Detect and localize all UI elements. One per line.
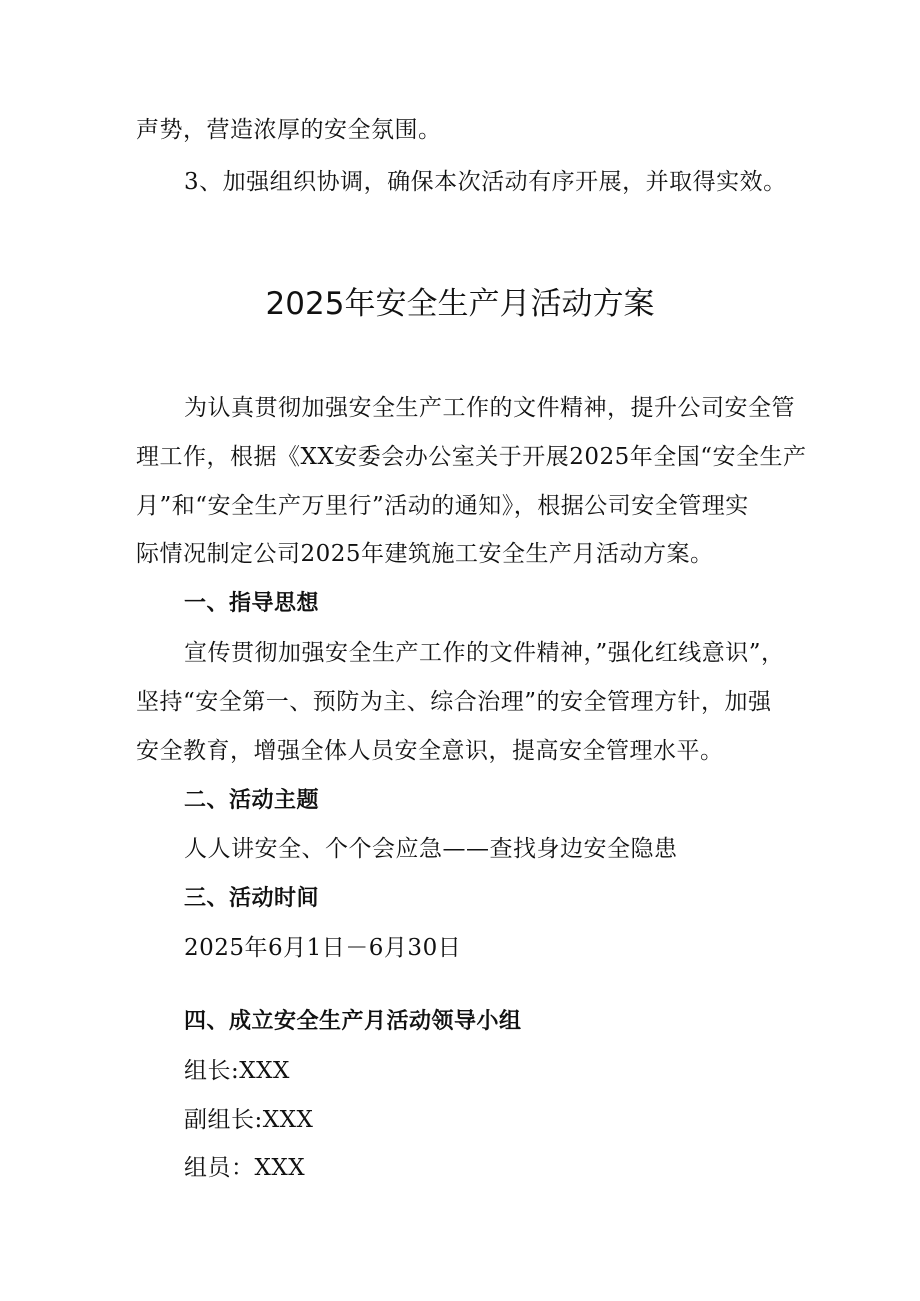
group-deputy-leader: 副组长:XXX — [184, 1107, 314, 1133]
section-1-line-1: 宣传贯彻加强安全生产工作的文件精神，”强化红线意识”， — [184, 640, 785, 666]
section-1-line-2: 坚持“安全第一、预防为主、综合治理”的安全管理方针，加强 — [136, 689, 772, 715]
section-1-heading: 一、指导思想 — [184, 591, 320, 616]
prev-section-tail: 声势，营造浓厚的安全氛围。 — [136, 117, 442, 143]
section-4-heading: 四、成立安全生产月活动领导小组 — [184, 1009, 522, 1034]
section-3-text: 2025年6月1日－6月30日 — [184, 935, 462, 961]
document-title: 2025年安全生产月活动方案 — [265, 286, 655, 322]
section-2-text: 人人讲安全、个个会应急——查找身边安全隐患 — [184, 836, 678, 862]
intro-line-3: 月”和“安全生产万里行”活动的通知》，根据公司安全管理实 — [136, 493, 749, 519]
group-leader: 组长:XXX — [184, 1058, 290, 1084]
intro-line-2: 理工作，根据《XX安委会办公室关于开展2025年全国“安全生产 — [136, 444, 807, 470]
section-2-heading: 二、活动主题 — [184, 788, 320, 813]
group-members: 组员：XXX — [184, 1155, 306, 1181]
prev-section-item-3: 3、加强组织协调，确保本次活动有序开展，并取得实效。 — [184, 169, 787, 195]
intro-line-1: 为认真贯彻加强安全生产工作的文件精神，提升公司安全管 — [184, 395, 795, 421]
section-1-line-3: 安全教育，增强全体人员安全意识，提高安全管理水平。 — [136, 738, 724, 764]
section-3-heading: 三、活动时间 — [184, 886, 320, 911]
intro-line-4: 际情况制定公司2025年建筑施工安全生产月活动方案。 — [136, 541, 714, 567]
